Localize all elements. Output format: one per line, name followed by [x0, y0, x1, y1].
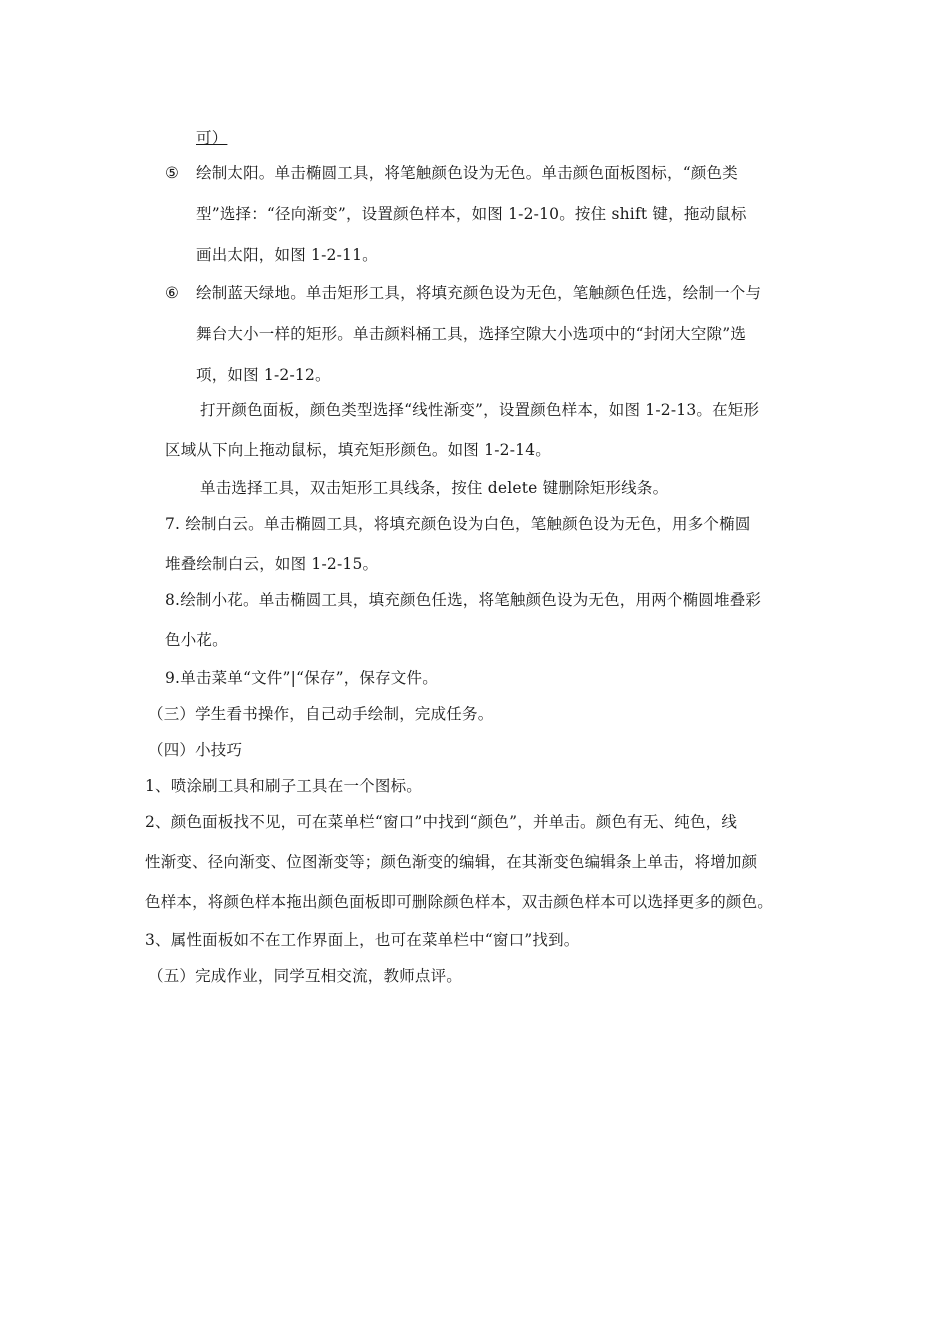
tip-2-line-3: 色样本，将颜色样本拖出颜色面板即可删除颜色样本，双击颜色样本可以选择更多的颜色。 — [145, 893, 774, 911]
step-6-line-3: 项，如图 1-2-12。 — [196, 366, 331, 384]
section-4-heading: （四）小技巧 — [148, 741, 243, 759]
continued-text: 可） — [196, 129, 228, 147]
step-5-number: ⑤ — [165, 164, 180, 182]
tip-1: 1、喷涂刷工具和刷子工具在一个图标。 — [145, 777, 422, 795]
step-6-line-1: 绘制蓝天绿地。单击矩形工具，将填充颜色设为无色，笔触颜色任选，绘制一个与 — [196, 284, 762, 302]
paragraph-color-panel-line-1: 打开颜色面板，颜色类型选择“线性渐变”，设置颜色样本，如图 1-2-13。在矩形 — [200, 401, 760, 419]
section-5-heading: （五）完成作业，同学互相交流，教师点评。 — [148, 967, 463, 985]
paragraph-select-tool: 单击选择工具，双击矩形工具线条，按住 delete 键删除矩形线条。 — [200, 479, 669, 497]
step-7-line-1: 7. 绘制白云。单击椭圆工具，将填充颜色设为白色，笔触颜色设为无色，用多个椭圆 — [165, 515, 751, 533]
step-5-line-3: 画出太阳，如图 1-2-11。 — [196, 246, 378, 264]
section-3-heading: （三）学生看书操作，自己动手绘制，完成任务。 — [148, 705, 494, 723]
step-8-line-1: 8.绘制小花。单击椭圆工具，填充颜色任选，将笔触颜色设为无色，用两个椭圆堆叠彩 — [165, 591, 762, 609]
tip-2-line-2: 性渐变、径向渐变、位图渐变等；颜色渐变的编辑，在其渐变色编辑条上单击，将增加颜 — [145, 853, 758, 871]
paragraph-color-panel-line-2: 区域从下向上拖动鼠标，填充矩形颜色。如图 1-2-14。 — [165, 441, 551, 459]
step-7-line-2: 堆叠绘制白云，如图 1-2-15。 — [165, 555, 379, 573]
step-9: 9.单击菜单“文件”|“保存”，保存文件。 — [165, 669, 438, 687]
step-5-line-2: 型”选择：“径向渐变”，设置颜色样本，如图 1-2-10。按住 shift 键，拖动鼠标 — [196, 205, 747, 223]
step-6-number: ⑥ — [165, 284, 180, 302]
tip-3: 3、属性面板如不在工作界面上，也可在菜单栏中“窗口”找到。 — [145, 931, 580, 949]
step-8-line-2: 色小花。 — [165, 631, 228, 649]
step-5-line-1: 绘制太阳。单击椭圆工具，将笔触颜色设为无色。单击颜色面板图标，“颜色类 — [196, 164, 738, 182]
tip-2-line-1: 2、颜色面板找不见，可在菜单栏“窗口”中找到“颜色”，并单击。颜色有无、纯色，线 — [145, 813, 738, 831]
step-6-line-2: 舞台大小一样的矩形。单击颜料桶工具，选择空隙大小选项中的“封闭大空隙”选 — [196, 325, 747, 343]
